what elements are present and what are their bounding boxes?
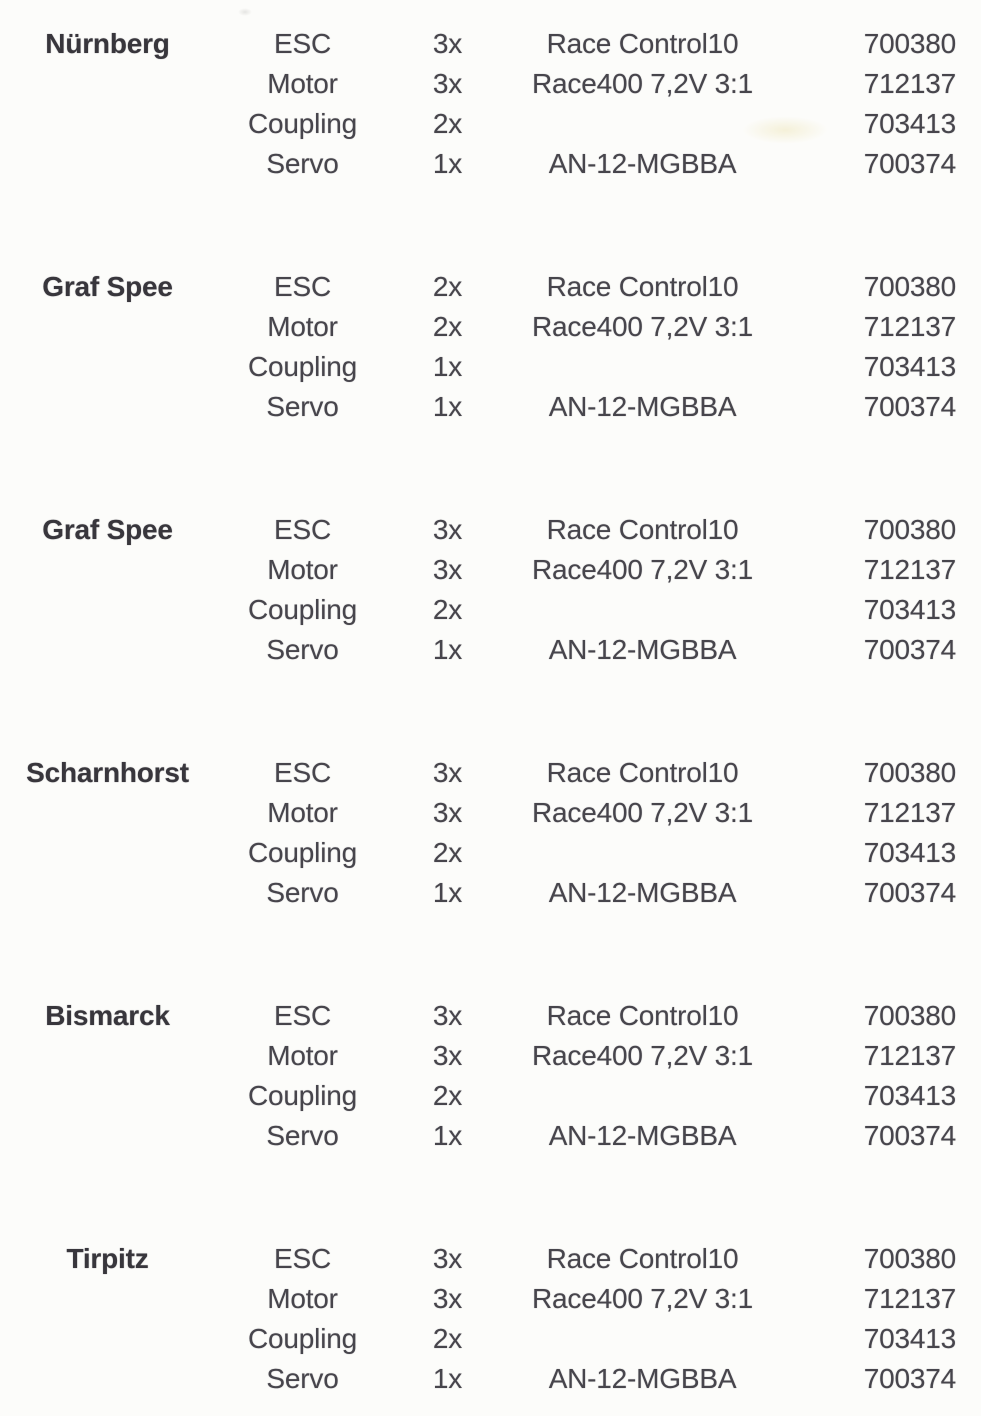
quantity-cell: 1x <box>432 391 463 422</box>
part-number-cell: 712137 <box>863 1040 956 1071</box>
part-number-cell: 712137 <box>863 311 956 342</box>
quantity-cell: 3x <box>432 757 463 788</box>
component-cell: Servo <box>266 391 339 422</box>
quantity-cell: 3x <box>432 1243 463 1274</box>
table-row <box>0 1319 981 1359</box>
ship-group <box>0 267 981 427</box>
quantity-cell: 2x <box>432 837 463 868</box>
ship-name-cell: Nürnberg <box>45 28 170 59</box>
component-cell: ESC <box>274 271 331 302</box>
product-name-cell: Race Control10 <box>546 28 739 59</box>
table-row <box>0 996 981 1036</box>
part-number-cell: 700374 <box>863 634 956 665</box>
table-row <box>0 24 981 64</box>
quantity-cell: 1x <box>432 1120 463 1151</box>
quantity-cell: 3x <box>432 1040 463 1071</box>
table-row <box>0 104 981 144</box>
part-number-cell: 703413 <box>863 837 956 868</box>
table-row <box>0 590 981 630</box>
ship-name-cell: Graf Spee <box>42 514 173 545</box>
part-number-cell: 700380 <box>863 1243 956 1274</box>
table-row <box>0 793 981 833</box>
product-name-cell: AN-12-MGBBA <box>548 877 737 908</box>
part-number-cell: 700380 <box>863 271 956 302</box>
product-name-cell: Race400 7,2V 3:1 <box>532 554 753 585</box>
ship-group <box>0 996 981 1156</box>
ship-group <box>0 24 981 184</box>
ship-group <box>0 753 981 913</box>
table-row <box>0 144 981 184</box>
part-number-cell: 712137 <box>863 68 956 99</box>
component-cell: ESC <box>274 1000 331 1031</box>
quantity-cell: 3x <box>432 1000 463 1031</box>
ship-name-cell: Bismarck <box>45 1000 170 1031</box>
component-cell: Coupling <box>248 1080 357 1111</box>
ship-name-cell: Tirpitz <box>66 1243 149 1274</box>
part-number-cell: 700374 <box>863 1120 956 1151</box>
component-cell: Servo <box>266 1363 339 1394</box>
component-cell: Coupling <box>248 108 357 139</box>
product-name-cell: AN-12-MGBBA <box>548 634 737 665</box>
quantity-cell: 3x <box>432 68 463 99</box>
component-cell: Motor <box>267 311 338 342</box>
table-row <box>0 833 981 873</box>
part-number-cell: 703413 <box>863 594 956 625</box>
table-row <box>0 873 981 913</box>
quantity-cell: 2x <box>432 1080 463 1111</box>
table-row <box>0 1359 981 1399</box>
quantity-cell: 2x <box>432 1323 463 1354</box>
part-number-cell: 712137 <box>863 554 956 585</box>
component-cell: Motor <box>267 1040 338 1071</box>
quantity-cell: 1x <box>432 634 463 665</box>
quantity-cell: 3x <box>432 28 463 59</box>
ship-group <box>0 510 981 670</box>
quantity-cell: 2x <box>432 311 463 342</box>
part-number-cell: 700380 <box>863 1000 956 1031</box>
product-name-cell: Race Control10 <box>546 514 739 545</box>
quantity-cell: 1x <box>432 1363 463 1394</box>
scan-dot-artifact <box>238 8 252 16</box>
quantity-cell: 2x <box>432 108 463 139</box>
product-name-cell: Race400 7,2V 3:1 <box>532 1040 753 1071</box>
product-name-cell: Race400 7,2V 3:1 <box>532 1283 753 1314</box>
product-name-cell: AN-12-MGBBA <box>548 148 737 179</box>
table-row <box>0 387 981 427</box>
component-cell: Coupling <box>248 351 357 382</box>
product-name-cell: Race400 7,2V 3:1 <box>532 797 753 828</box>
table-row <box>0 1239 981 1279</box>
component-cell: ESC <box>274 28 331 59</box>
part-number-cell: 703413 <box>863 1323 956 1354</box>
part-number-cell: 700380 <box>863 28 956 59</box>
ship-group <box>0 1239 981 1399</box>
part-number-cell: 703413 <box>863 1080 956 1111</box>
product-name-cell: Race Control10 <box>546 1243 739 1274</box>
table-row <box>0 1116 981 1156</box>
quantity-cell: 1x <box>432 877 463 908</box>
component-cell: ESC <box>274 1243 331 1274</box>
part-number-cell: 700374 <box>863 148 956 179</box>
product-name-cell: AN-12-MGBBA <box>548 1120 737 1151</box>
part-number-cell: 700380 <box>863 514 956 545</box>
table-row <box>0 753 981 793</box>
component-cell: Coupling <box>248 594 357 625</box>
table-row <box>0 347 981 387</box>
part-number-cell: 703413 <box>863 351 956 382</box>
quantity-cell: 3x <box>432 514 463 545</box>
component-cell: Motor <box>267 1283 338 1314</box>
product-name-cell: Race Control10 <box>546 757 739 788</box>
table-row <box>0 64 981 104</box>
component-cell: Motor <box>267 554 338 585</box>
table-row <box>0 267 981 307</box>
part-number-cell: 700380 <box>863 757 956 788</box>
product-name-cell: AN-12-MGBBA <box>548 1363 737 1394</box>
ship-name-cell: Graf Spee <box>42 271 173 302</box>
part-number-cell: 712137 <box>863 1283 956 1314</box>
component-cell: Coupling <box>248 837 357 868</box>
quantity-cell: 1x <box>432 351 463 382</box>
quantity-cell: 3x <box>432 1283 463 1314</box>
component-cell: Servo <box>266 1120 339 1151</box>
table-row <box>0 630 981 670</box>
component-cell: Servo <box>266 634 339 665</box>
table-row <box>0 1076 981 1116</box>
product-name-cell: AN-12-MGBBA <box>548 391 737 422</box>
component-cell: ESC <box>274 757 331 788</box>
table-row <box>0 1036 981 1076</box>
quantity-cell: 3x <box>432 797 463 828</box>
component-cell: Servo <box>266 877 339 908</box>
component-cell: Motor <box>267 68 338 99</box>
component-cell: Motor <box>267 797 338 828</box>
product-name-cell: Race Control10 <box>546 271 739 302</box>
component-cell: Servo <box>266 148 339 179</box>
table-row <box>0 1279 981 1319</box>
table-row <box>0 550 981 590</box>
product-name-cell: Race Control10 <box>546 1000 739 1031</box>
table-row <box>0 307 981 347</box>
parts-list-table <box>0 24 981 1399</box>
product-name-cell: Race400 7,2V 3:1 <box>532 68 753 99</box>
quantity-cell: 3x <box>432 554 463 585</box>
quantity-cell: 1x <box>432 148 463 179</box>
product-name-cell: Race400 7,2V 3:1 <box>532 311 753 342</box>
part-number-cell: 712137 <box>863 797 956 828</box>
quantity-cell: 2x <box>432 594 463 625</box>
ship-name-cell: Scharnhorst <box>26 757 189 788</box>
part-number-cell: 700374 <box>863 1363 956 1394</box>
component-cell: Coupling <box>248 1323 357 1354</box>
part-number-cell: 703413 <box>863 108 956 139</box>
part-number-cell: 700374 <box>863 877 956 908</box>
table-row <box>0 510 981 550</box>
component-cell: ESC <box>274 514 331 545</box>
part-number-cell: 700374 <box>863 391 956 422</box>
quantity-cell: 2x <box>432 271 463 302</box>
